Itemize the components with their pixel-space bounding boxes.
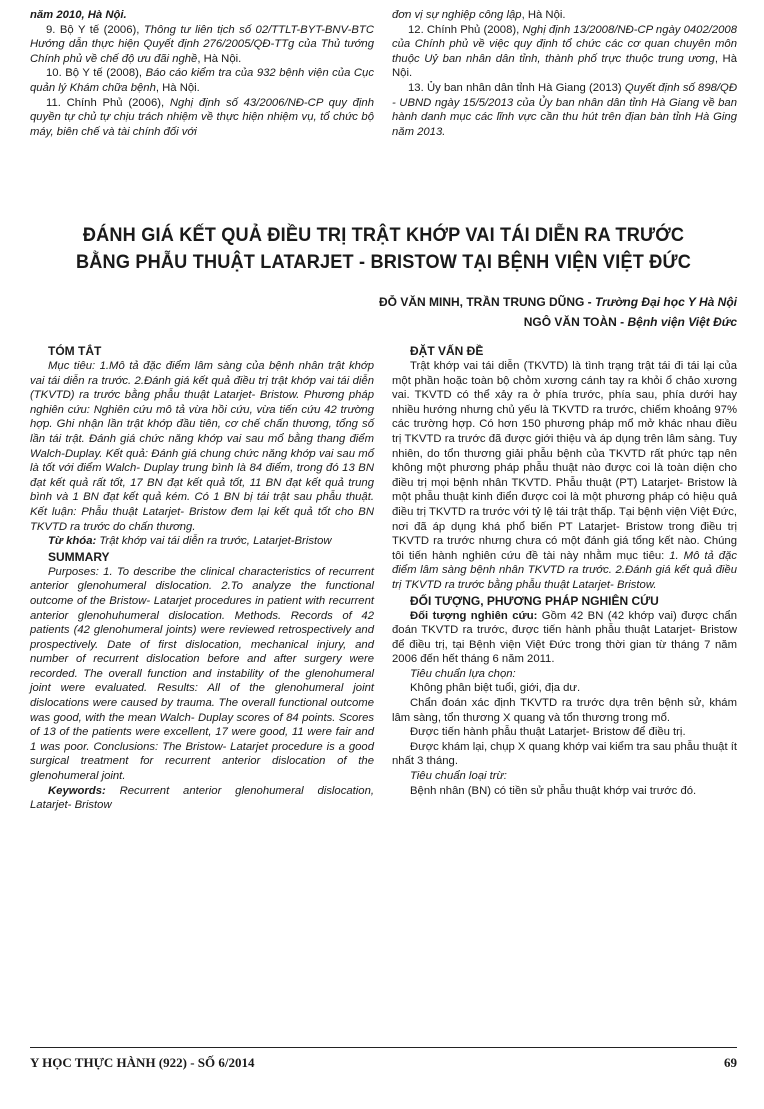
abstract-vi-heading: TÓM TẮT xyxy=(48,344,102,358)
article-title xyxy=(30,222,737,276)
introduction-body: Trật khớp vai tái diễn (TKVTD) là tình trạng trật tái đi tái lại của một phần hoặc toàn bộ chỏm xương cánh tay ra khỏi ổ chảo xương vai. TKVTD có thể xảy ra ở phía trước, phía sau, phía dưới hay nhiều hướng nhưng chủ yếu là TKVTD ra trước, chiếm khoảng 97% các trường hợp. Có hơn 150 phương pháp mổ mở khác nhau điều trị TKVTD ra trước đã được giới thiệu và áp dụng trên lâm sàng. Tuy nhiên, do tổn thương giải phẫu bệnh của TKVTD rất phức tạp nên không một phương pháp phẫu thuật nào được coi là toàn diện cho điều trị mọi bệnh nhân TKVTD. Phẫu thuật (PT) Latarjet- Bristow là một phẫu thuật kinh điển được coi là một phương pháp có hiệu quả điều trị TKVTD ra trước với tỷ lệ tái trật thấp. Tại bệnh viện Việt Đức, nơi đã áp dụng khá phổ biến PT Latarjet- Bristow trong điều trị TKVTD ra trước nhưng chưa có một đánh giá tổng kết nào. Chúng tôi tiến hành nghiên cứu đề tài này nhằm mục tiêu: 1. Mô tả đặc điểm lâm sàng bệnh nhân TKVTD ra trước. 2.Đánh giá kết quả điều trị TKVTD ra trước bằng phẫu thuật Latarjet- Bristow. xyxy=(392,360,737,591)
abstract-en-heading: SUMMARY xyxy=(48,549,110,564)
reference-entry: 13. Ủy ban nhân dân tỉnh Hà Giang (2013) Quyết định số 898/QĐ - UBND ngày 15/5/2013 của Ủy ban nhân dân tỉnh Hà Giang về ban hành danh mục các lĩnh vực cần thu hút trên địan bàn tỉnh Hà Ging năm 2013. xyxy=(392,81,737,138)
abstract-en-keywords: Keywords: Recurrent anterior glenohumeral dislocation, Latarjet- Bristow xyxy=(30,784,374,812)
study-subjects: Đối tượng nghiên cứu: Gồm 42 BN (42 khớp vai) được chẩn đoán TKVTD ra trước, được tiến hành phẫu thuật Latarjet- Bristow để điều trị, tại Bệnh viện Việt Đức trong thời gian từ tháng 7 năm 2006 đến hết tháng 6 năm 2011. xyxy=(392,609,737,666)
inclusion-criterion: Không phân biệt tuổi, giới, địa dư. xyxy=(410,682,581,695)
methods-heading: ĐỐI TƯỢNG, PHƯƠNG PHÁP NGHIÊN CỨU xyxy=(410,593,659,608)
reference-entry: 12. Chính Phủ (2008), Nghị định 13/2008/NĐ-CP ngày 0402/2008 của Chính phủ về việc quy định tổ chức các cơ quan chuyên môn thuộc Uỷ ban nhân dân tỉnh, thành phố trực thuộc trung ương, Hà Nội. xyxy=(392,23,737,80)
exclusion-criteria-label: Tiêu chuẩn loại trừ: xyxy=(410,770,507,783)
author-names: ĐỖ VĂN MINH, TRẦN TRUNG DŨNG - xyxy=(379,295,596,309)
journal-footer: Y HỌC THỰC HÀNH (922) - SỐ 6/2014 xyxy=(30,1055,255,1070)
left-column xyxy=(30,343,374,813)
introduction-heading: ĐẶT VẤN ĐỀ xyxy=(410,344,484,358)
reference-entry: 11. Chính Phủ (2006), Nghị định số 43/2006/NĐ-CP quy định quyền tự chủ tự chịu trách nhiệm về thực hiện nhiệm vụ, tổ chức bộ máy, biên chế và tài chính đối với xyxy=(30,96,374,138)
inclusion-criteria-label: Tiêu chuẩn lựa chọn: xyxy=(410,667,516,680)
abstract-vi-body: Mục tiêu: 1.Mô tả đặc điểm lâm sàng của bệnh nhân trật khớp vai tái diễn ra trước. 2.Đánh giá kết quả điều trị trật khớp vai tái diễn (TKVTD) ra trước bằng phẫu thuật Latarjet- Bristow. Phương pháp nghiên cứu: Nghiên cứu mô tả vừa hồi cứu, vừa tiến cứu 42 trường hợp. Ghi nhận lần trật khớp đầu tiên, cơ chế chấn thương, tổng số lần tái trật. Đánh giá chức năng khớp vai sau mổ bằng thang điểm Walch-Duplay. Kết quả: Đánh giá chung chức năng khớp vai sau mổ là tốt với điểm Walch- Duplay trung bình là 84 điểm, trong đó 13 BN đạt kết quả rất tốt, 17 BN đạt kết quả tốt, 11 BN đạt kết quả trung bình và 1 BN đạt kết quả kém. Có 1 BN bị tái trật sau phẫu thuật. Kết luận: Phẫu thuật Latarjet- Bristow đem lại kết quả tốt cho BN TKVTD ra trước do chấn thương. xyxy=(30,360,374,533)
references-right-column xyxy=(392,8,737,139)
footer-divider xyxy=(30,1047,737,1048)
inclusion-criterion: Được tiến hành phẫu thuật Latarjet- Bristow để điều trị. xyxy=(410,726,686,739)
author-names: NGÔ VĂN TOÀN - xyxy=(523,315,628,329)
title-line-1: ĐÁNH GIÁ KẾT QUẢ ĐIỀU TRỊ TRẬT KHỚP VAI TÁI DIỄN RA TRƯỚC xyxy=(82,224,685,246)
reference-entry: đơn vị sự nghiệp công lập, Hà Nội. xyxy=(392,9,566,21)
author-line-1 xyxy=(379,292,737,312)
references-left-column xyxy=(30,8,374,139)
title-line-2: BẰNG PHẪU THUẬT LATARJET - BRISTOW TẠI BỆNH VIỆN VIỆT ĐỨC xyxy=(75,251,692,273)
inclusion-criterion: Được khám lại, chụp X quang khớp vai kiểm tra sau phẫu thuật ít nhất 3 tháng. xyxy=(392,740,737,768)
reference-entry: năm 2010, Hà Nội. xyxy=(30,9,127,21)
right-column xyxy=(392,343,737,798)
exclusion-criterion: Bệnh nhân (BN) có tiền sử phẫu thuật khớp vai trước đó. xyxy=(410,784,697,797)
objectives: 1. Mô tả đặc điểm lâm sàng bệnh nhân TKVTD ra trước. 2.Đánh giá kết quả điều trị TKVTD ra trước bằng phẫu thuật Latarjet- Bristow. xyxy=(392,549,737,591)
author-affiliation: Trường Đại học Y Hà Nội xyxy=(595,295,737,309)
author-line-2 xyxy=(524,312,737,332)
reference-entry: 9. Bộ Y tế (2006), Thông tư liên tịch số 02/TTLT-BYT-BNV-BTC Hướng dẫn thực hiện Quyết định 276/2005/QĐ-TTg của Thủ tướng Chính phủ về chế độ ưu đãi nghề, Hà Nội. xyxy=(30,23,374,65)
abstract-en-body: Purposes: 1. To describe the clinical characteristics of recurrent anterior glenohumeral dislocation. 2.To analyze the functional outcome of the Bristow- Latarjet procedures in patient with recurrent anterior glenohuhumeral dislocation. Methods. Records of 42 patients (42 glenohumeral joints) were reviewed retrospectively and prospectively. Date of first dislocation, mechanical injury, and number of recurrent dislocation before and after surgery were recorded. The overall function and instability of the glenohumeral joint were evaluated. Results: All of the glenohumeral joint dislocations were caused by trauma. The overall functional outcome was good, with the mean Walch- Duplay scores of 84 points. Scores of 13 of the patients were excellent, 17 were good, 11 were fair and 1 was poor. Conclusions: The Bristow- Latarjet procedure is a good surgical treatment for recurrent anterior dislocation of the glenohumeral joint. xyxy=(30,565,374,783)
page-number: 69 xyxy=(724,1055,737,1070)
reference-entry: 10. Bộ Y tế (2008), Báo cáo kiểm tra của 932 bệnh viện của Cục quản lý Khám chữa bệnh, Hà Nội. xyxy=(30,67,374,94)
author-affiliation: Bệnh viện Việt Đức xyxy=(627,315,737,329)
inclusion-criterion: Chẩn đoán xác định TKVTD ra trước dựa trên bệnh sử, khám lâm sàng, tổn thương X quang và tổn thương trong mổ. xyxy=(392,697,737,724)
abstract-vi-keywords: Từ khóa: Trật khớp vai tái diễn ra trước, Latarjet-Bristow xyxy=(48,535,332,548)
